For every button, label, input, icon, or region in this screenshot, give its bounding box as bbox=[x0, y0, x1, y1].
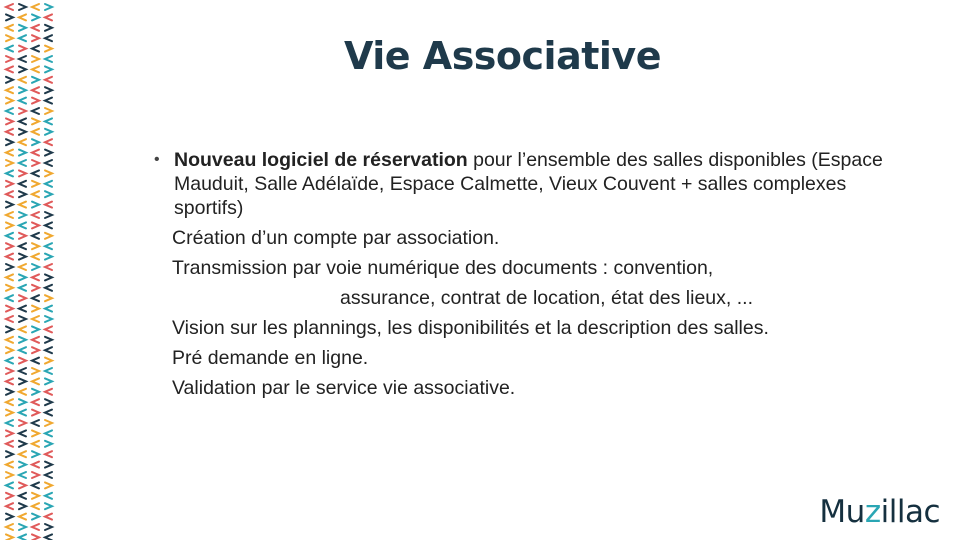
pattern-chevron bbox=[6, 222, 13, 228]
pattern-chevron bbox=[19, 430, 26, 436]
logo-text-end: illac bbox=[880, 494, 940, 530]
pattern-chevron bbox=[32, 347, 39, 353]
pattern-chevron bbox=[6, 139, 13, 145]
pattern-chevron bbox=[19, 222, 26, 228]
pattern-chevron bbox=[45, 222, 52, 228]
pattern-chevron bbox=[19, 524, 26, 530]
pattern-chevron bbox=[19, 254, 26, 260]
pattern-chevron bbox=[19, 493, 26, 499]
pattern-chevron bbox=[32, 254, 39, 260]
pattern-chevron bbox=[45, 410, 52, 416]
pattern-chevron bbox=[32, 451, 39, 457]
sub-line-pre-request: Pré demande en ligne. bbox=[172, 347, 369, 369]
pattern-chevron bbox=[45, 306, 52, 312]
pattern-chevron bbox=[19, 191, 26, 197]
pattern-chevron bbox=[6, 150, 13, 156]
pattern-chevron bbox=[6, 389, 13, 395]
pattern-chevron bbox=[19, 4, 26, 10]
pattern-chevron bbox=[32, 430, 39, 436]
pattern-chevron bbox=[32, 160, 39, 166]
pattern-chevron bbox=[19, 150, 26, 156]
pattern-chevron bbox=[6, 441, 13, 447]
pattern-chevron bbox=[32, 295, 39, 301]
pattern-chevron bbox=[45, 368, 52, 374]
pattern-chevron bbox=[19, 285, 26, 291]
sub-line-transmission: Transmission par voie numérique des documents : convention, bbox=[172, 257, 714, 279]
pattern-chevron bbox=[45, 441, 52, 447]
pattern-chevron bbox=[6, 430, 13, 436]
pattern-chevron bbox=[32, 441, 39, 447]
pattern-chevron bbox=[19, 482, 26, 488]
pattern-chevron bbox=[32, 399, 39, 405]
pattern-chevron bbox=[19, 264, 26, 270]
pattern-chevron bbox=[45, 87, 52, 93]
pattern-chevron bbox=[19, 368, 26, 374]
pattern-chevron bbox=[32, 108, 39, 114]
pattern-chevron bbox=[45, 191, 52, 197]
pattern-chevron bbox=[32, 462, 39, 468]
pattern-chevron bbox=[45, 534, 52, 540]
pattern-chevron bbox=[45, 108, 52, 114]
pattern-chevron bbox=[19, 472, 26, 478]
pattern-chevron bbox=[45, 254, 52, 260]
pattern-chevron bbox=[6, 295, 13, 301]
pattern-chevron bbox=[19, 14, 26, 20]
pattern-chevron bbox=[45, 233, 52, 239]
pattern-chevron bbox=[45, 514, 52, 520]
pattern-chevron bbox=[32, 524, 39, 530]
bullet-dot-icon: • bbox=[154, 151, 160, 168]
pattern-chevron bbox=[6, 316, 13, 322]
pattern-chevron bbox=[6, 202, 13, 208]
pattern-chevron bbox=[45, 264, 52, 270]
logo-text-accent: z bbox=[864, 494, 881, 530]
pattern-chevron bbox=[6, 368, 13, 374]
pattern-chevron bbox=[6, 170, 13, 176]
pattern-chevron bbox=[19, 212, 26, 218]
pattern-chevron bbox=[32, 274, 39, 280]
pattern-chevron bbox=[32, 129, 39, 135]
pattern-chevron bbox=[45, 274, 52, 280]
pattern-chevron bbox=[19, 118, 26, 124]
pattern-chevron bbox=[45, 139, 52, 145]
pattern-chevron bbox=[19, 129, 26, 135]
pattern-chevron bbox=[19, 420, 26, 426]
pattern-chevron bbox=[32, 337, 39, 343]
pattern-chevron bbox=[6, 264, 13, 270]
pattern-chevron bbox=[6, 4, 13, 10]
pattern-chevron bbox=[45, 285, 52, 291]
pattern-chevron bbox=[45, 181, 52, 187]
sub-line-transmission-cont: assurance, contrat de location, état des lieux, ... bbox=[340, 287, 753, 309]
pattern-chevron bbox=[6, 347, 13, 353]
logo-text-start: Mu bbox=[819, 494, 865, 530]
pattern-chevron bbox=[32, 222, 39, 228]
pattern-chevron bbox=[6, 358, 13, 364]
pattern-chevron bbox=[45, 462, 52, 468]
pattern-chevron bbox=[45, 295, 52, 301]
pattern-chevron bbox=[6, 118, 13, 124]
pattern-chevron bbox=[32, 358, 39, 364]
sub-line-account: Création d’un compte par association. bbox=[172, 227, 500, 249]
pattern-chevron bbox=[32, 472, 39, 478]
pattern-chevron bbox=[45, 160, 52, 166]
pattern-chevron bbox=[32, 285, 39, 291]
pattern-chevron bbox=[32, 493, 39, 499]
pattern-chevron bbox=[32, 181, 39, 187]
pattern-chevron bbox=[45, 482, 52, 488]
pattern-chevron bbox=[19, 399, 26, 405]
pattern-chevron bbox=[32, 482, 39, 488]
pattern-chevron bbox=[32, 264, 39, 270]
pattern-chevron bbox=[19, 274, 26, 280]
pattern-chevron bbox=[6, 326, 13, 332]
pattern-chevron bbox=[6, 25, 13, 31]
pattern-chevron bbox=[32, 306, 39, 312]
pattern-chevron bbox=[32, 202, 39, 208]
pattern-chevron bbox=[19, 441, 26, 447]
pattern-chevron bbox=[32, 378, 39, 384]
pattern-chevron bbox=[6, 14, 13, 20]
pattern-chevron bbox=[45, 243, 52, 249]
bullet-text: pour l’ensemble des salles disponibles (Espace Mauduit, Salle Adélaïde, Espace Calmette, Vieux Couvent + salles complexes sportifs) bbox=[174, 149, 883, 219]
pattern-chevron bbox=[19, 108, 26, 114]
pattern-chevron bbox=[45, 524, 52, 530]
pattern-chevron bbox=[19, 326, 26, 332]
pattern-chevron bbox=[19, 410, 26, 416]
pattern-chevron bbox=[19, 358, 26, 364]
pattern-chevron bbox=[45, 378, 52, 384]
pattern-chevron bbox=[6, 420, 13, 426]
pattern-chevron bbox=[32, 233, 39, 239]
pattern-chevron bbox=[6, 233, 13, 239]
pattern-chevron bbox=[32, 98, 39, 104]
pattern-chevron bbox=[45, 212, 52, 218]
pattern-chevron bbox=[19, 25, 26, 31]
page-title: Vie Associative bbox=[344, 34, 661, 78]
pattern-chevron bbox=[45, 493, 52, 499]
pattern-chevron bbox=[32, 139, 39, 145]
decorative-pattern-strip bbox=[0, 0, 58, 540]
pattern-chevron bbox=[6, 87, 13, 93]
pattern-chevron bbox=[6, 306, 13, 312]
pattern-chevron bbox=[19, 139, 26, 145]
slide-content bbox=[150, 148, 910, 400]
pattern-chevron bbox=[32, 87, 39, 93]
pattern-chevron bbox=[6, 451, 13, 457]
pattern-chevron bbox=[32, 25, 39, 31]
pattern-chevron bbox=[19, 170, 26, 176]
pattern-chevron bbox=[19, 202, 26, 208]
pattern-chevron bbox=[45, 170, 52, 176]
pattern-chevron bbox=[6, 129, 13, 135]
pattern-chevron bbox=[45, 150, 52, 156]
pattern-chevron bbox=[45, 399, 52, 405]
pattern-chevron bbox=[19, 181, 26, 187]
pattern-chevron bbox=[6, 191, 13, 197]
pattern-chevron bbox=[6, 534, 13, 540]
pattern-chevron bbox=[45, 337, 52, 343]
pattern-chevron bbox=[6, 98, 13, 104]
pattern-chevron bbox=[19, 243, 26, 249]
pattern-chevron bbox=[6, 274, 13, 280]
pattern-chevron bbox=[45, 420, 52, 426]
pattern-chevron bbox=[6, 514, 13, 520]
pattern-chevron bbox=[45, 316, 52, 322]
pattern-chevron bbox=[32, 410, 39, 416]
pattern-chevron bbox=[45, 358, 52, 364]
pattern-chevron bbox=[6, 181, 13, 187]
pattern-chevron bbox=[32, 118, 39, 124]
pattern-chevron bbox=[32, 316, 39, 322]
pattern-chevron bbox=[6, 493, 13, 499]
pattern-chevron bbox=[6, 503, 13, 509]
pattern-chevron bbox=[19, 347, 26, 353]
pattern-chevron bbox=[45, 129, 52, 135]
pattern-chevron bbox=[32, 534, 39, 540]
pattern-chevron bbox=[32, 243, 39, 249]
pattern-chevron bbox=[6, 254, 13, 260]
pattern-chevron bbox=[19, 337, 26, 343]
pattern-chevron bbox=[32, 420, 39, 426]
pattern-chevron bbox=[19, 160, 26, 166]
pattern-chevron bbox=[45, 451, 52, 457]
pattern-chevron bbox=[6, 285, 13, 291]
pattern-chevron bbox=[19, 306, 26, 312]
pattern-chevron bbox=[6, 410, 13, 416]
muzillac-logo bbox=[819, 494, 940, 530]
sub-line-validation: Validation par le service vie associative. bbox=[172, 377, 516, 399]
pattern-chevron bbox=[6, 243, 13, 249]
pattern-chevron bbox=[6, 212, 13, 218]
pattern-chevron bbox=[6, 378, 13, 384]
pattern-chevron bbox=[45, 503, 52, 509]
pattern-chevron bbox=[45, 202, 52, 208]
pattern-chevron bbox=[19, 514, 26, 520]
bullet-bold-text: Nouveau logiciel de réservation bbox=[174, 149, 468, 171]
pattern-chevron bbox=[32, 4, 39, 10]
pattern-chevron bbox=[45, 326, 52, 332]
pattern-chevron bbox=[6, 462, 13, 468]
pattern-chevron bbox=[19, 316, 26, 322]
pattern-chevron bbox=[6, 399, 13, 405]
pattern-chevron bbox=[45, 14, 52, 20]
pattern-chevron bbox=[45, 25, 52, 31]
pattern-chevron bbox=[19, 534, 26, 540]
pattern-chevron bbox=[19, 87, 26, 93]
pattern-chevron bbox=[32, 389, 39, 395]
pattern-chevron bbox=[6, 524, 13, 530]
pattern-chevron bbox=[32, 503, 39, 509]
pattern-chevron bbox=[32, 191, 39, 197]
pattern-chevron bbox=[19, 389, 26, 395]
sub-line-vision: Vision sur les plannings, les disponibilités et la description des salles. bbox=[172, 317, 769, 339]
pattern-chevron bbox=[19, 378, 26, 384]
pattern-chevron bbox=[32, 514, 39, 520]
pattern-chevron bbox=[45, 347, 52, 353]
pattern-chevron bbox=[45, 389, 52, 395]
pattern-chevron bbox=[32, 326, 39, 332]
pattern-chevron bbox=[32, 212, 39, 218]
pattern-chevron bbox=[6, 108, 13, 114]
pattern-graphic bbox=[0, 0, 58, 540]
pattern-chevron bbox=[19, 295, 26, 301]
pattern-chevron bbox=[6, 482, 13, 488]
pattern-chevron bbox=[6, 472, 13, 478]
pattern-chevron bbox=[19, 462, 26, 468]
pattern-chevron bbox=[19, 451, 26, 457]
pattern-chevron bbox=[6, 160, 13, 166]
pattern-chevron bbox=[32, 14, 39, 20]
pattern-chevron bbox=[45, 472, 52, 478]
pattern-chevron bbox=[45, 98, 52, 104]
pattern-chevron bbox=[32, 170, 39, 176]
pattern-chevron bbox=[32, 150, 39, 156]
pattern-chevron bbox=[32, 368, 39, 374]
pattern-chevron bbox=[45, 4, 52, 10]
pattern-chevron bbox=[19, 503, 26, 509]
pattern-chevron bbox=[45, 118, 52, 124]
pattern-chevron bbox=[45, 430, 52, 436]
bullet-item bbox=[150, 148, 910, 220]
pattern-chevron bbox=[19, 98, 26, 104]
pattern-chevron bbox=[19, 233, 26, 239]
pattern-chevron bbox=[6, 337, 13, 343]
